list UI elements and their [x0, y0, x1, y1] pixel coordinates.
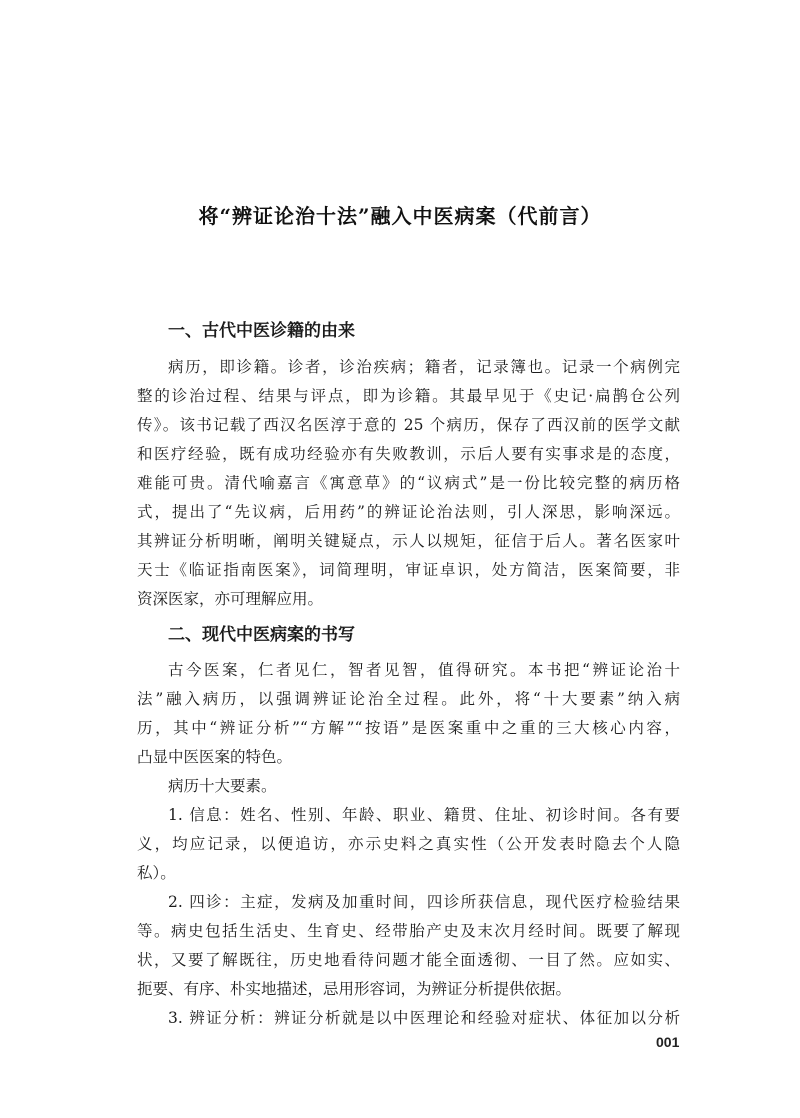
- paragraph-line: 式，提出了“先议病，后用药”的辨证论治法则，引人深思，影响深远。: [137, 503, 680, 521]
- paragraph-line: 凸显中医医案的特色。: [137, 748, 293, 766]
- paragraph-line: 整的诊治过程、结果与评点，即为诊籍。其最早见于《史记·扁鹊仓公列: [137, 387, 680, 405]
- paragraph-line: 病历十大要素。: [168, 777, 277, 795]
- list-item-line: 等。病史包括生活史、生育史、经带胎产史及末次月经时间。既要了解现: [137, 922, 680, 940]
- page-number: 001: [656, 1034, 680, 1050]
- paragraph-line: 天士《临证指南医案》，词简理明，审证卓识，处方简洁，医案简要，非: [137, 561, 680, 579]
- list-item-line: 状，又要了解既往，历史地看待问题才能全面透彻、一目了然。应如实、: [137, 951, 680, 969]
- paragraph-line: 病历，即诊籍。诊者，诊治疾病；籍者，记录簿也。记录一个病例完: [168, 358, 680, 376]
- paragraph-line: 难能可贵。清代喻嘉言《寓意草》的“议病式”是一份比较完整的病历格: [137, 474, 680, 492]
- paragraph-line: 历，其中“辨证分析”“方解”“按语”是医案重中之重的三大核心内容，: [137, 719, 680, 737]
- paragraph-line: 古今医案，仁者见仁，智者见智，值得研究。本书把“辨证论治十: [168, 661, 680, 679]
- paragraph-line: 其辨证分析明晰，阐明关键疑点，示人以规矩，征信于后人。著名医家叶: [137, 532, 680, 550]
- list-item-line: 3. 辨证分析：辨证分析就是以中医理论和经验对症状、体征加以分析: [168, 1009, 680, 1027]
- list-item-line: 私）。: [137, 864, 176, 882]
- list-item-line: 1. 信息：姓名、性别、年龄、职业、籍贯、住址、初诊时间。各有要: [168, 806, 680, 824]
- paragraph-line: 和医疗经验，既有成功经验亦有失败教训，示后人要有实事求是的态度，: [137, 445, 680, 463]
- paragraph-line: 传》。该书记载了西汉名医淳于意的 25 个病历，保存了西汉前的医学文献: [137, 416, 680, 434]
- paragraph-line: 资深医家，亦可理解应用。: [137, 590, 324, 608]
- section-heading-1: 一、古代中医诊籍的由来: [168, 321, 355, 341]
- section-heading-2: 二、现代中医病案的书写: [168, 625, 355, 645]
- paragraph-line: 法”融入病历，以强调辨证论治全过程。此外，将“十大要素”纳入病: [137, 690, 680, 708]
- list-item-line: 义，均应记录，以便追访，亦示史料之真实性（公开发表时隐去个人隐: [137, 835, 680, 853]
- page-title: 将“辨证论治十法”融入中医病案（代前言）: [198, 204, 602, 228]
- list-item-line: 扼要、有序、朴实地描述，忌用形容词，为辨证分析提供依据。: [137, 980, 572, 998]
- list-item-line: 2. 四诊：主症，发病及加重时间，四诊所获信息，现代医疗检验结果: [168, 893, 680, 911]
